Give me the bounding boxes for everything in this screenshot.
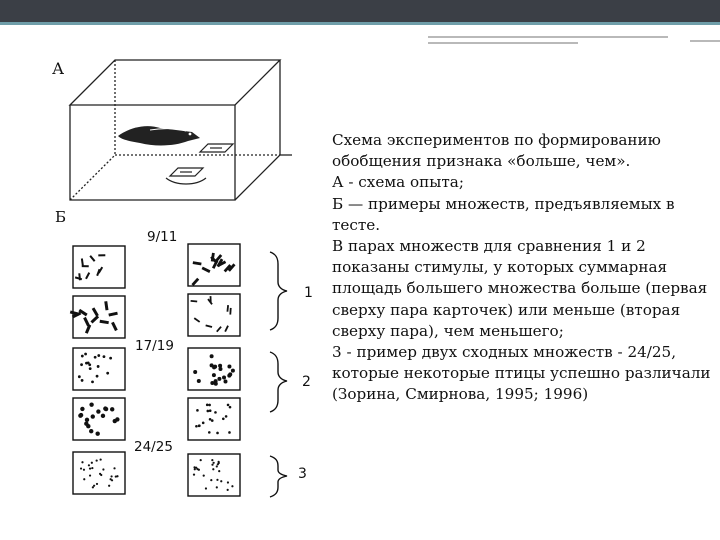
caption-line: Б — примеры множеств, предъявляемых в тесте. [332, 194, 675, 234]
stimulus-mark [216, 465, 218, 467]
box-floor-left [70, 155, 115, 200]
panel-a-label: А [52, 59, 65, 78]
stimulus-card [188, 398, 240, 440]
stimulus-mark [91, 414, 95, 418]
stimulus-mark [207, 410, 210, 413]
caption-line: Схема экспериментов по формированию обобщения признака «больше, чем». [332, 131, 661, 171]
stimulus-mark [81, 461, 83, 463]
stimulus-mark [106, 372, 109, 375]
stimulus-mark [102, 468, 104, 470]
stimulus-mark [78, 375, 81, 378]
stimulus-mark [88, 464, 90, 466]
stimulus-mark [198, 424, 201, 427]
stimulus-mark [195, 425, 198, 428]
stimulus-mark [83, 469, 85, 471]
stimulus-mark [104, 407, 108, 411]
stimulus-mark [218, 461, 220, 463]
stimulus-card [73, 246, 125, 288]
stimulus-mark [91, 467, 93, 469]
stimulus-mark [213, 462, 215, 464]
box-right [235, 60, 280, 200]
stimulus-card [188, 454, 240, 496]
stimulus-mark [212, 365, 216, 369]
pair-label-17-19: 17/19 [135, 338, 174, 354]
stimulus-mark [99, 473, 101, 475]
stimulus-mark [222, 375, 226, 379]
stimulus-mark [110, 407, 114, 411]
stimulus-mark [231, 369, 235, 373]
stimulus-mark [214, 382, 218, 386]
stimulus-mark [206, 404, 209, 407]
stimulus-mark [210, 479, 212, 481]
feeder-cards [166, 144, 233, 184]
brace-3 [270, 456, 287, 497]
stimulus-mark [109, 357, 112, 360]
stimulus-mark [216, 486, 218, 488]
stimulus-mark [82, 265, 89, 267]
stimulus-mark [216, 479, 218, 481]
stimulus-mark [96, 483, 98, 485]
stimulus-mark [84, 353, 87, 356]
caption-line: В парах множеств для сравнения 1 и 2 показаны стимулы, у которых суммарная площадь большего множества больше (первая сверху пара карточек) или меньше (вторая сверху пара), чем меньшего; [332, 237, 708, 340]
stimulus-mark [81, 379, 84, 382]
stimulus-mark [205, 487, 207, 489]
stimulus-mark [211, 459, 213, 461]
stimulus-mark [197, 379, 201, 383]
stimulus-card [73, 452, 125, 494]
stimulus-mark [91, 462, 93, 464]
stimulus-mark [208, 431, 211, 434]
pair-label-9-11: 9/11 [147, 229, 178, 245]
stimulus-mark [116, 475, 118, 477]
stimulus-mark [227, 374, 231, 378]
stimulus-mark [97, 354, 100, 357]
stimulus-mark [89, 467, 91, 469]
stimulus-mark [227, 481, 229, 483]
stimulus-mark [198, 469, 200, 471]
group-number-2: 2 [302, 374, 311, 390]
stimulus-mark [80, 363, 83, 366]
stimulus-mark [80, 407, 84, 411]
stimulus-mark [113, 467, 115, 469]
stimulus-mark [216, 432, 219, 435]
stimulus-mark [110, 475, 112, 477]
stimulus-mark [96, 375, 99, 378]
stimulus-mark [89, 367, 92, 370]
stimulus-mark [218, 364, 222, 368]
pair-label-24-25: 24/25 [134, 439, 173, 455]
group-number-1: 1 [304, 285, 313, 301]
panel-b-label: Б [55, 208, 67, 226]
stimulus-mark [208, 404, 211, 407]
caption-line: А - схема опыта; [332, 173, 464, 192]
stimulus-mark [229, 406, 232, 409]
stimulus-mark [98, 254, 105, 256]
stimulus-mark [111, 479, 113, 481]
stimulus-mark [212, 468, 214, 470]
stimulus-mark [89, 474, 91, 476]
stimulus-mark [211, 419, 214, 422]
stimulus-mark [209, 418, 212, 421]
stimulus-mark [193, 370, 197, 374]
stimulus-mark [211, 464, 213, 466]
stimulus-mark [200, 459, 202, 461]
stimulus-mark [193, 474, 195, 476]
stimulus-mark [91, 381, 94, 384]
stimulus-mark [103, 355, 106, 358]
bird-figure [118, 126, 200, 145]
stimulus-mark [94, 356, 97, 359]
brace-1 [270, 252, 287, 330]
stimulus-mark [231, 485, 233, 487]
stimulus-mark [92, 486, 94, 488]
stimulus-mark [85, 418, 89, 422]
box-top [70, 60, 280, 105]
stimulus-mark [80, 467, 82, 469]
stimulus-mark [217, 377, 221, 381]
stimulus-mark [217, 463, 219, 465]
stimulus-mark [218, 470, 220, 472]
figure-caption [332, 130, 712, 406]
stimulus-card [73, 296, 125, 338]
stimulus-mark [212, 373, 216, 377]
stimulus-mark [228, 431, 231, 434]
stimulus-mark [113, 419, 117, 423]
stimulus-mark [223, 379, 227, 383]
stimulus-mark [81, 355, 84, 358]
stimulus-mark [78, 413, 82, 417]
stimulus-mark [88, 363, 91, 366]
stimulus-mark [202, 422, 205, 425]
stimulus-mark [196, 409, 199, 412]
stimulus-mark [210, 381, 214, 385]
stimulus-mark [227, 489, 229, 491]
group-braces [270, 252, 287, 497]
stimulus-mark [225, 415, 228, 418]
group-number-3: 3 [298, 466, 307, 482]
stimulus-mark [220, 480, 222, 482]
stimulus-mark [227, 404, 230, 407]
stimulus-mark [227, 364, 231, 368]
stimulus-mark [108, 485, 110, 487]
stimulus-mark [96, 409, 100, 413]
stimulus-mark [86, 424, 90, 428]
stimulus-mark [97, 365, 100, 368]
stimulus-mark [210, 354, 214, 358]
stimulus-mark [83, 478, 85, 480]
stimulus-card [188, 294, 240, 336]
stimulus-mark [209, 409, 212, 412]
stimulus-mark [85, 362, 88, 365]
stimulus-mark [101, 414, 105, 418]
stimulus-mark [95, 432, 99, 436]
caption-line: 3 - пример двух сходных множеств - 24/25, которые некоторые птицы успешно различали (Зорина, Смирнова, 1995; 1996) [332, 343, 711, 404]
stimulus-mark [203, 475, 205, 477]
stimulus-mark [100, 458, 102, 460]
stimulus-mark [214, 411, 217, 414]
brace-2 [270, 352, 287, 412]
stimulus-mark [89, 429, 93, 433]
stimulus-mark [89, 402, 93, 406]
stimulus-mark [222, 417, 225, 420]
stimulus-mark [96, 459, 98, 461]
stimulus-mark [195, 467, 197, 469]
